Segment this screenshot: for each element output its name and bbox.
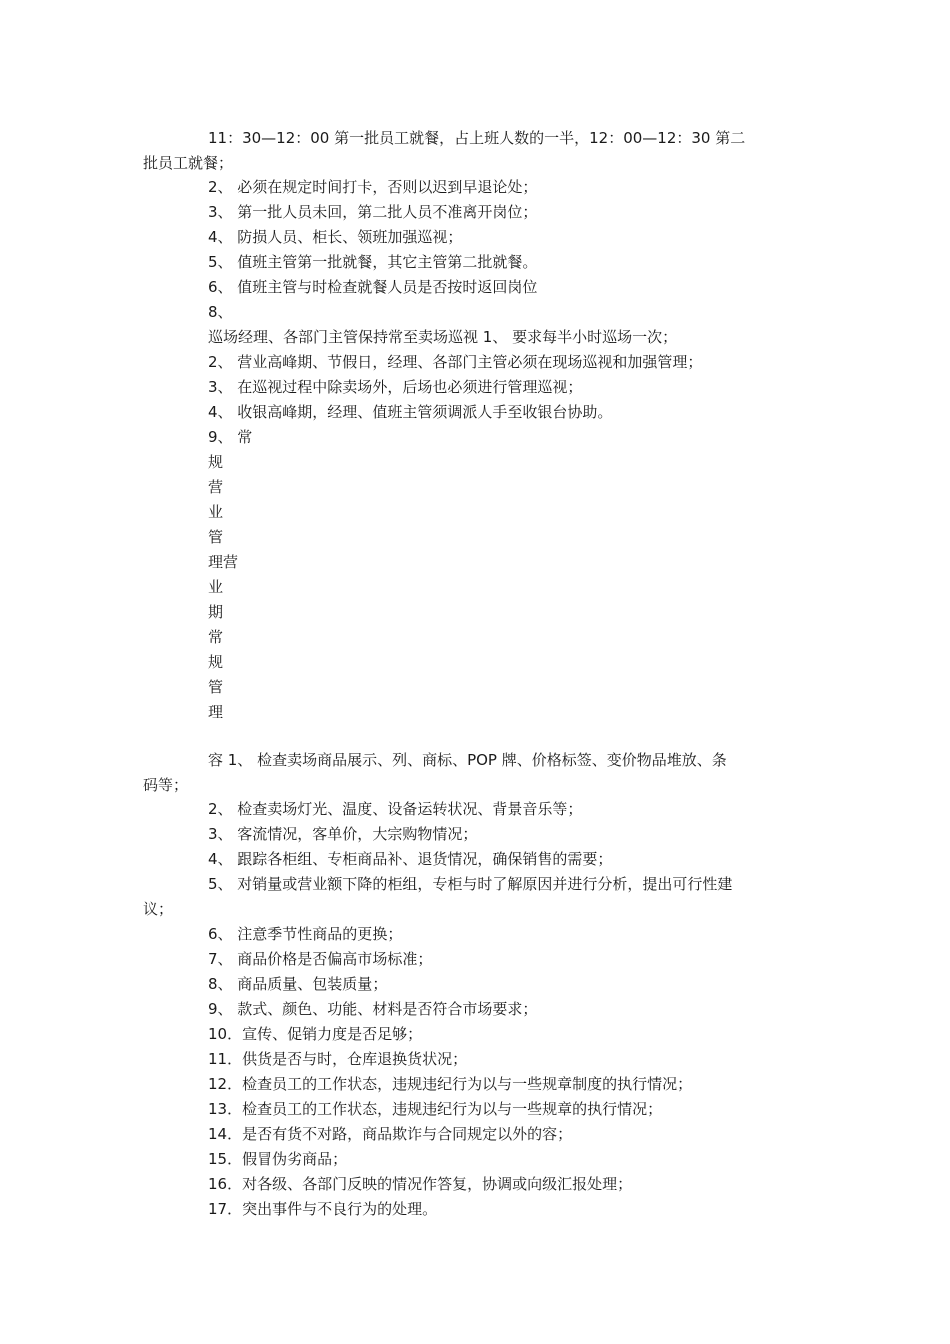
text-line: 议； [143, 900, 174, 918]
text-line: 5、 值班主管第一批就餐，其它主管第二批就餐。 [208, 253, 538, 271]
text-line: 4、 防损人员、柜长、领班加强巡视； [208, 228, 463, 246]
text-line: 码等； [143, 776, 189, 794]
text-line: 2、 检查卖场灯光、温度、设备运转状况、背景音乐等； [208, 800, 583, 818]
text-line: 规 [208, 653, 224, 671]
text-line: 15．假冒伪劣商品； [208, 1150, 348, 1168]
text-line: 4、 跟踪各柜组、专柜商品补、退货情况，确保销售的需要； [208, 850, 613, 868]
text-line: 理营 [208, 553, 239, 571]
text-line: 业 [208, 578, 224, 596]
text-line: 管 [208, 528, 224, 546]
text-line: 6、 注意季节性商品的更换； [208, 925, 403, 943]
text-line: 营 [208, 478, 224, 496]
text-line: 13．检查员工的工作状态，违规违纪行为以与一些规章的执行情况； [208, 1100, 663, 1118]
text-line: 10．宣传、促销力度是否足够； [208, 1025, 423, 1043]
text-line: 规 [208, 453, 224, 471]
text-line: 11．供货是否与时，仓库退换货状况； [208, 1050, 468, 1068]
text-line: 17．突出事件与不良行为的处理。 [208, 1200, 438, 1218]
text-line: 3、 第一批人员未回，第二批人员不准离开岗位； [208, 203, 538, 221]
text-line: 6、 值班主管与时检查就餐人员是否按时返回岗位 [208, 278, 538, 296]
text-line: 8、 商品质量、包装质量； [208, 975, 388, 993]
text-line: 批员工就餐； [143, 154, 234, 172]
text-line: 12．检查员工的工作状态，违规违纪行为以与一些规章制度的执行情况； [208, 1075, 693, 1093]
text-line: 5、 对销量或营业额下降的柜组，专柜与时了解原因并进行分析，提出可行性建 [208, 875, 733, 893]
text-line: 8、 [208, 303, 233, 321]
text-line: 期 [208, 603, 224, 621]
text-line: 11：30—12：00 第一批员工就餐，占上班人数的一半，12：00—12：30 第二 [208, 129, 746, 147]
text-line: 14．是否有货不对路，商品欺诈与合同规定以外的容； [208, 1125, 573, 1143]
text-line: 业 [208, 503, 224, 521]
text-line: 常 [208, 628, 224, 646]
text-line: 16．对各级、各部门反映的情况作答复，协调或向级汇报处理； [208, 1175, 633, 1193]
text-line: 3、 客流情况，客单价，大宗购物情况； [208, 825, 478, 843]
text-line: 容 1、 检查卖场商品展示、列、商标、POP 牌、价格标签、变价物品堆放、条 [208, 751, 727, 769]
text-line: 管 [208, 678, 224, 696]
text-line: 巡场经理、各部门主管保持常至卖场巡视 1、 要求每半小时巡场一次； [208, 328, 678, 346]
text-line: 4、 收银高峰期，经理、值班主管须调派人手至收银台协助。 [208, 403, 613, 421]
text-line: 3、 在巡视过程中除卖场外，后场也必须进行管理巡视； [208, 378, 583, 396]
text-line: 2、 必须在规定时间打卡，否则以迟到早退论处； [208, 178, 538, 196]
text-line: 2、 营业高峰期、节假日，经理、各部门主管必须在现场巡视和加强管理； [208, 353, 703, 371]
text-line: 9、 常 [208, 428, 253, 446]
text-line: 7、 商品价格是否偏高市场标准； [208, 950, 433, 968]
text-line: 9、 款式、颜色、功能、材料是否符合市场要求； [208, 1000, 538, 1018]
text-line: 理 [208, 703, 224, 721]
